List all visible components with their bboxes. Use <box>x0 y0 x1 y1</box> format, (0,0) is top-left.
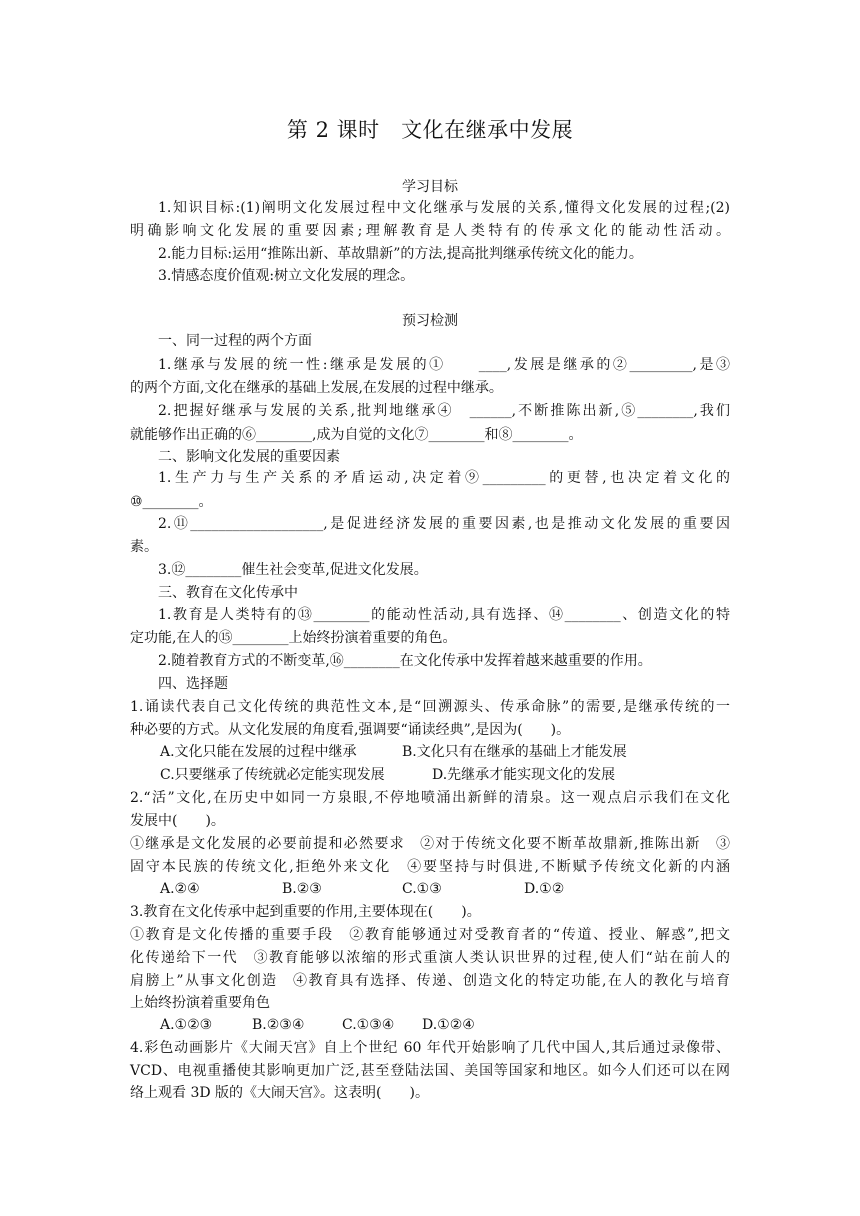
question-2-line-1: 2.“活”文化,在历史中如同一方泉眼,不停地喷涌出新鲜的清泉。这一观点启示我们在文化 <box>130 790 730 806</box>
goal-1-line-1: 1.知识目标:(1)阐明文化发展过程中文化继承与发展的关系,懂得文化发展的过程;(2) <box>158 200 730 216</box>
section-3-heading: 三、教育在文化传承中 <box>158 585 298 601</box>
question-4-line-3: 络上观看 3D 版的《大闹天宫》。这表明( )。 <box>130 1085 429 1101</box>
option-a: A.文化只能在发展的过程中继承 <box>160 744 357 760</box>
question-1-line-1: 1.诵读代表自己文化传统的典范性文本,是“回溯源头、传承命脉”的需要,是继承传统的一 <box>130 699 730 715</box>
question-3-line-5: 上始终扮演着重要角色 <box>130 995 270 1011</box>
option-b: B.文化只有在继承的基础上才能发展 <box>402 744 627 760</box>
item-1-1-line-2: 的两个方面,文化在继承的基础上发展,在发展的过程中继承。 <box>130 380 503 396</box>
preview-heading: 预习检测 <box>402 313 458 329</box>
goals-heading: 学习目标 <box>402 179 458 195</box>
item-2-2-line-1: 2.⑪___________________,是促进经济发展的重要因素,也是推动文化发展的重要因 <box>158 516 730 532</box>
goal-2: 2.能力目标:运用“推陈出新、革故鼎新”的方法,提高批判继承传统文化的能力。 <box>158 246 643 262</box>
item-2-3: 3.⑫________催生社会变革,促进文化发展。 <box>158 562 428 578</box>
item-3-1-line-2: 定功能,在人的⑮________上始终扮演着重要的角色。 <box>130 630 457 646</box>
question-1-line-2: 种必要的方式。从文化发展的角度看,强调要“诵读经典”,是因为( )。 <box>130 722 571 738</box>
section-2-heading: 二、影响文化发展的重要因素 <box>158 449 340 465</box>
option-d: D.先继承才能实现文化的发展 <box>432 767 616 783</box>
section-1-heading: 一、同一过程的两个方面 <box>158 333 312 349</box>
option-b: B.②③ <box>282 881 322 897</box>
goal-3: 3.情感态度价值观:树立文化发展的理念。 <box>158 268 415 284</box>
question-3-line-2: ①教育是文化传播的重要手段 ②教育能够通过对受教育者的“传道、授业、解惑”,把文 <box>130 927 730 943</box>
question-2-line-4: 固守本民族的传统文化,拒绝外来文化 ④要坚持与时俱进,不断赋予传统文化新的内涵 <box>130 859 730 875</box>
option-d: D.①② <box>524 881 565 897</box>
item-3-2: 2.随着教育方式的不断变革,⑯________在文化传承中发挥着越来越重要的作用。 <box>158 653 652 669</box>
option-c: C.①③④ <box>342 1017 395 1033</box>
option-c: C.①③ <box>402 881 442 897</box>
option-a: A.①②③ <box>160 1017 213 1033</box>
page-title: 第 2 课时 文化在继承中发展 <box>286 118 574 142</box>
item-2-1-line-1: 1.生产力与生产关系的矛盾运动,决定着⑨_________的更替,也决定着文化的 <box>158 470 730 486</box>
option-c: C.只要继承了传统就必定能实现发展 <box>160 767 385 783</box>
item-1-1-line-1: 1.继承与发展的统一性:继承是发展的① ____,发展是继承的②_________,是③ <box>158 357 730 373</box>
question-3-line-1: 3.教育在文化传承中起到重要的作用,主要体现在( )。 <box>130 904 481 920</box>
question-4-line-2: VCD、电视重播使其影响更加广泛,甚至登陆法国、美国等国家和地区。如今人们还可以在网 <box>130 1063 730 1079</box>
item-2-1-line-2: ⑩________。 <box>130 494 213 510</box>
question-2-line-3: ①继承是文化发展的必要前提和必然要求 ②对于传统文化要不断革故鼎新,推陈出新 ③ <box>130 836 730 852</box>
option-a: A.②④ <box>160 881 200 897</box>
item-3-1-line-1: 1.教育是人类特有的⑬________的能动性活动,具有选择、⑭________、创造文化的特 <box>158 607 730 623</box>
option-b: B.②③④ <box>252 1017 305 1033</box>
question-3-line-3: 化传递给下一代 ③教育能够以浓缩的形式重演人类认识世界的过程,使人们“站在前人的 <box>130 950 730 966</box>
section-4-heading: 四、选择题 <box>158 676 228 692</box>
item-1-2-line-2: 就能够作出正确的⑥________,成为自觉的文化⑦________和⑧________。 <box>130 427 583 443</box>
item-1-2-line-1: 2.把握好继承与发展的关系,批判地继承④ ______,不断推陈出新,⑤________,我们 <box>158 403 730 419</box>
question-3-line-4: 肩膀上”从事文化创造 ④教育具有选择、传递、创造文化的特定功能,在人的教化与培育 <box>130 973 730 989</box>
option-d: D.①②④ <box>422 1017 475 1033</box>
question-4-line-1: 4.彩色动画影片《大闹天宫》自上个世纪 60 年代开始影响了几代中国人,其后通过录像带、 <box>130 1040 730 1056</box>
question-2-line-2: 发展中( )。 <box>130 813 225 829</box>
goal-1-line-2: 明确影响文化发展的重要因素;理解教育是人类特有的传承文化的能动性活动。 <box>130 223 730 239</box>
item-2-2-line-2: 素。 <box>130 539 158 555</box>
